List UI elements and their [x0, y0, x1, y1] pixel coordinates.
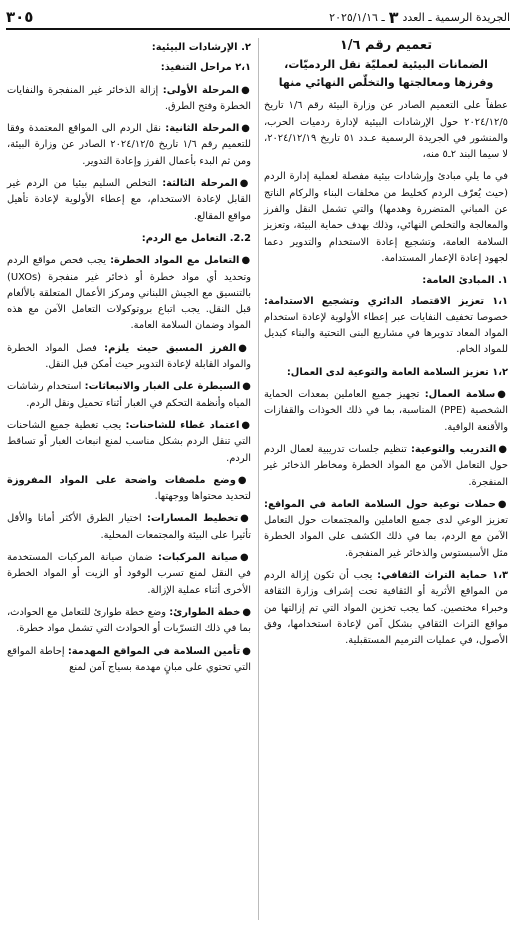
intro-paragraph-1: عطفاً على التعميم الصادر عن وزارة البيئة رقم ١/٦ تاريخ ٢٠٢٤/١٢/٥ حول الإرشادات البيئية لإدارة ردميات الحرب، والمنشور في الجريدة الرسمية عـدد ٥١ تاريخ ٢٠٢٤/١٢/١٩، لا سيما البند ٢ـ٥ منه، [264, 100, 508, 161]
section-1-1-lead: ١،١ تعزيز الاقتصاد الدائري وتشجيع الاستدامة: [264, 295, 508, 307]
section-1-1-text: خصوصا تخفيف النفايات عبر إعطاء الأولوية لإعادة استخدام المواد المعاد تدويرها في مشاريع البنى التحتية والبناء كبديل للمواد الخام. [264, 311, 508, 356]
list-item: ●الفرز المسبق حيث يلزم: فصل المواد الخطرة والمواد القابلة لإعادة التدوير حيث أمكن قبل النقل. [7, 342, 251, 371]
column-divider [258, 38, 259, 920]
right-column [264, 38, 508, 924]
list-item: ●السيطرة على الغبار والانبعاثات: استخدام رشاشات المياه وأنظمة التحكم في الغبار أثناء تحميل ونقل الردم. [7, 381, 252, 409]
section-2-1-heading: ٢،١ مراحل التنفيذ: [160, 62, 251, 74]
section-2-2-list [7, 253, 251, 676]
list-item: ●تخطيط المسارات: اختيار الطرق الأكثر أمانا والأقل تأثيرا على البيئة والمجتمعات المحلية. [7, 513, 251, 541]
section-2-1-list [7, 83, 251, 225]
circular-title: الضمانات البيئية لعمليّة نقل الردميّات، وفرزها ومعالجتها والتخلّص النهائي منها [278, 58, 494, 90]
section-1-3-lead: ١،٣ حماية التراث الثقافي: [377, 570, 508, 582]
list-item: ●المرحلة الأولى: إزالة الذخائر غير المنفجرة والنفايات الخطرة وفتح الطرق. [7, 84, 252, 112]
page-header [6, 6, 510, 30]
list-item: ●التعامل مع المواد الخطرة: يجب فحص مواقع الردم وتحديد أي مواد خطرة أو ذخائر غير منفجرة (UXOs) بالتنسيق مع الجيش اللبناني ومركز الأعمال المتعلقة بالألغام قبل النقل. يجب اتباع بروتوكولات التعامل الآمن مع هذه المواد وضمان السلامة العامة. [7, 255, 251, 332]
issue-date: ـ ٢٠٢٥/١/١٦ [329, 10, 385, 24]
list-item: ●المرحلة الثالثة: التخلص السليم بيئيا من الردم غير القابل لإعادة الاستخدام، مع إعطاء الأولوية لإعادة تأهيل مواقع المقالع. [7, 178, 251, 222]
page-number: ٣٠٥ [6, 8, 34, 26]
gazette-info [329, 8, 510, 27]
section-1-2-list [264, 387, 508, 562]
list-item: ●وضع ملصقات واضحة على المواد المفروزة لتحديد محتواها ووجهتها. [7, 474, 251, 503]
circular-number: تعميم رقم ١/٦ [339, 38, 433, 53]
section-1-3-text: يجب أن تكون إزالة الردم من المواقع الأثرية أو الثقافية تحت إشراف وزارة الثقافة وخبراء مختصين. كما يجب تخزين المواد التي تم إزالتها من مواقع التراث الثقافي بشكل آمن لإعادة استخدامها، وفق الأصول، في عمليات الترميم المستقبلية. [264, 570, 508, 647]
list-item: ●خطة الطوارئ: وضع خطة طوارئ للتعامل مع الحوادث، بما في ذلك التسرّبات أو الحوادث التي تشمل مواد خطرة. [7, 606, 252, 635]
issue-number: ٣ [388, 7, 399, 27]
section-2-heading: ٢. الإرشادات البيئية: [151, 42, 251, 53]
gazette-name: الجريدة الرسمية ـ العدد [402, 10, 510, 24]
list-item: ●سلامة العمال: تجهيز جميع العاملين بمعدات الحماية الشخصية (PPE) المناسبة، بما في ذلك الخوذات والقفازات والأقنعة الواقية. [264, 389, 509, 433]
left-column [7, 38, 251, 924]
section-1-2-heading: ١،٢ تعزيز السلامة العامة والتوعية لدى العمال: [286, 366, 508, 378]
section-1-1 [264, 294, 508, 359]
section-1-heading: ١. المبادئ العامة: [422, 275, 508, 287]
list-item: ●صيانة المركبات: ضمان صيانة المركبات المستخدمة في النقل لمنع تسرب الوقود أو الزيت أو المواد الخطرة الأخرى أثناء عملية الإزالة. [7, 552, 251, 596]
section-1-3 [264, 568, 508, 649]
list-item: ●التدريب والتوعية: تنظيم جلسات تدريبية لعمال الردم حول التعامل الآمن مع المواد الخطرة ومخاطر الذخائر غير المنفجرة. [264, 443, 508, 488]
list-item: ●اعتماد غطاء للشاحنات: يجب تغطية جميع الشاحنات التي تنقل الردم بشكل مناسب لمنع انبعاث الغبار أو تساقط الردم. [7, 419, 252, 464]
list-item: ●تأمين السلامة في المواقع المهدمة: إحاطة المواقع التي تحتوي على مبانٍ مهدمة بسياج آمن لمنع [7, 645, 251, 673]
list-item: ●المرحلة الثانية: نقل الردم الى المواقع المعتمدة وفقا للتعميم رقم ١/٦ تاريخ ٢٠٢٤/١٢/٥ الصادر عن وزارة البيئة، ومن ثم البدء بأعمال الفرز وإعادة التدوير. [7, 123, 251, 167]
section-2-2-heading: 2.2. التعامل مع الردم: [141, 232, 251, 244]
intro-paragraph-2: في ما يلي مبادئ وإرشادات بيئية مفصلة لعملية إدارة الردم (حيث يُعرّف الردم كخليط من مخلفات البناء والركام الناتج عن المباني المتضررة وهدمها) والتي تشمل النقل والفرز والمعالجة والتخلص النهائي، وذلك بهدف حماية البيئة، وتعزيز السلامة العامة، وتشجيع إعادة الاستخدام والتدوير دعما لجهود إعادة الإعمار المستدامة. [264, 171, 508, 264]
list-item: ●حملات توعية حول السلامة العامة في المواقع: تعزيز الوعي لدى جميع العاملين والمجتمعات حول التعامل الآمن مع الردم، بما في ذلك الكشف على المواد الخطرة مثل الأسبستوس والذخائر غير المنفجرة. [264, 498, 509, 559]
